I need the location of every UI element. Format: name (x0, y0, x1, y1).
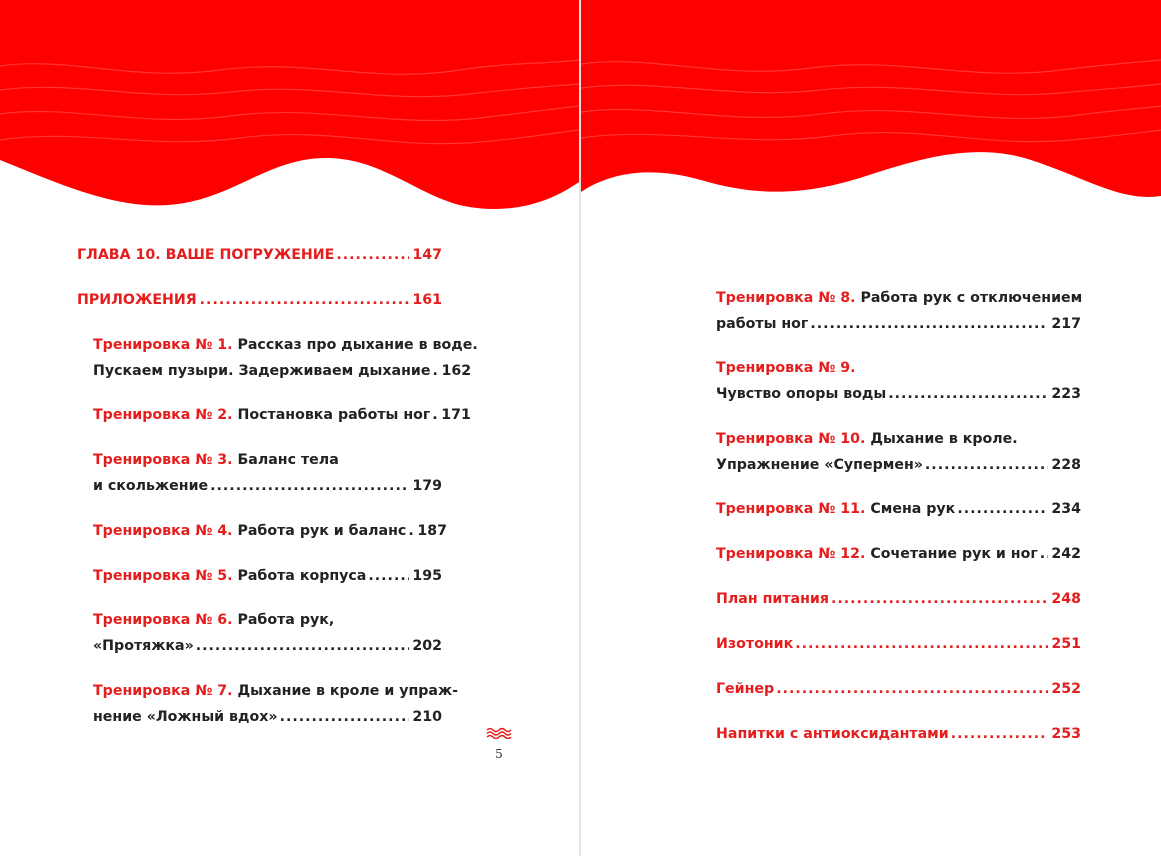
training-label: Тренировка № 11. (716, 501, 866, 517)
toc-entry-gainer[interactable] (716, 676, 1081, 702)
page-number: 171 (441, 407, 471, 423)
leader-dots (776, 676, 1048, 702)
section-title: Гейнер (716, 681, 775, 697)
toc-entry-meal-plan[interactable] (716, 586, 1081, 612)
training-title: Баланс тела (237, 452, 339, 468)
training-label: Тренировка № 8. (716, 290, 856, 306)
page-number: 187 (417, 523, 447, 539)
leader-dots (795, 631, 1048, 657)
toc-entry-training-6[interactable] (93, 607, 442, 659)
appendix-title: ПРИЛОЖЕНИЯ (77, 292, 197, 308)
leader-dots (408, 518, 414, 544)
leader-dots (196, 633, 410, 659)
toc-right (716, 0, 1081, 856)
page-number: 217 (1051, 316, 1081, 332)
toc-entry-training-7[interactable] (93, 678, 459, 730)
training-label: Тренировка № 12. (716, 546, 866, 562)
right-page (581, 0, 1161, 856)
training-label: Тренировка № 7. (93, 683, 233, 699)
page-number: 162 (441, 363, 472, 379)
training-title-cont: Чувство опоры воды (716, 386, 887, 402)
page-number: 161 (412, 292, 442, 308)
training-title-cont: Пускаем пузыри. Задерживаем дыхание (93, 363, 431, 379)
toc-entry-chapter[interactable] (77, 242, 442, 268)
page-number: 195 (412, 568, 442, 584)
leader-dots (831, 586, 1048, 612)
leader-dots (280, 704, 410, 730)
training-label: Тренировка № 4. (93, 523, 233, 539)
training-label: Тренировка № 10. (716, 431, 866, 447)
training-title-cont: и скольжение (93, 478, 209, 494)
page-number: 253 (1051, 726, 1081, 742)
training-label: Тренировка № 6. (93, 612, 233, 628)
training-title: Постановка работы ног (237, 407, 431, 423)
leader-dots (925, 452, 1048, 478)
leader-dots (200, 287, 410, 313)
page-number: 147 (412, 247, 442, 263)
page-number: 252 (1051, 681, 1081, 697)
training-title: Работа рук и баланс (237, 523, 407, 539)
training-title-cont: нение «Ложный вдох» (93, 709, 278, 725)
toc-entry-antioxidant-drinks[interactable] (716, 721, 1081, 747)
training-title: Работа рук, (237, 612, 335, 628)
section-title: Изотоник (716, 636, 794, 652)
toc-entry-training-9[interactable] (716, 355, 1081, 407)
training-title: Смена рук (870, 501, 956, 517)
leader-dots (810, 311, 1048, 337)
toc-entry-training-10[interactable] (716, 426, 1081, 478)
leader-dots (432, 358, 438, 384)
left-page (0, 0, 579, 856)
section-title: План питания (716, 591, 829, 607)
training-label: Тренировка № 3. (93, 452, 233, 468)
training-label: Тренировка № 2. (93, 407, 233, 423)
toc-entry-training-1[interactable] (93, 332, 478, 384)
page-number: 210 (412, 709, 442, 725)
training-title-cont: «Протяжка» (93, 638, 194, 654)
toc-entry-training-4[interactable] (93, 518, 447, 544)
page-number: 202 (412, 638, 442, 654)
section-title: Напитки с антиоксидантами (716, 726, 949, 742)
toc-entry-appendix[interactable] (77, 287, 442, 313)
page-number: 228 (1051, 457, 1081, 473)
waves-icon (486, 727, 512, 739)
training-title: Дыхание в кроле и упраж- (237, 683, 459, 699)
leader-dots (888, 381, 1048, 407)
toc-entry-training-11[interactable] (716, 496, 1081, 522)
page-number: 248 (1051, 591, 1081, 607)
leader-dots (1040, 541, 1049, 567)
leader-dots (951, 721, 1049, 747)
page-number: 242 (1051, 546, 1081, 562)
toc-entry-training-12[interactable] (716, 541, 1081, 567)
toc-left (77, 0, 478, 856)
page-number: 234 (1051, 501, 1081, 517)
toc-entry-training-3[interactable] (93, 447, 442, 499)
page-number: 223 (1051, 386, 1081, 402)
training-title: Дыхание в кроле. (870, 431, 1018, 447)
training-title: Работа корпуса (237, 568, 367, 584)
training-title: Работа рук с отключением (860, 290, 1083, 306)
toc-entry-isotonic[interactable] (716, 631, 1081, 657)
training-label: Тренировка № 9. (716, 360, 856, 376)
toc-entry-training-2[interactable] (93, 402, 471, 428)
leader-dots (957, 496, 1048, 522)
chapter-title: ГЛАВА 10. ВАШЕ ПОГРУЖЕНИЕ (77, 247, 335, 263)
toc-entry-training-8[interactable] (716, 285, 1081, 337)
folio (484, 724, 514, 761)
training-label: Тренировка № 1. (93, 337, 233, 353)
training-title-cont: Упражнение «Супермен» (716, 457, 923, 473)
toc-entry-training-5[interactable] (93, 563, 442, 589)
page-number-folio: 5 (495, 747, 503, 761)
leader-dots (210, 473, 409, 499)
training-title-cont: работы ног (716, 316, 809, 332)
leader-dots (368, 563, 409, 589)
page-number: 251 (1051, 636, 1081, 652)
leader-dots (336, 242, 409, 268)
training-title: Сочетание рук и ног (870, 546, 1038, 562)
training-label: Тренировка № 5. (93, 568, 233, 584)
leader-dots (432, 402, 438, 428)
training-title: Рассказ про дыхание в воде. (237, 337, 478, 353)
page-number: 179 (412, 478, 442, 494)
